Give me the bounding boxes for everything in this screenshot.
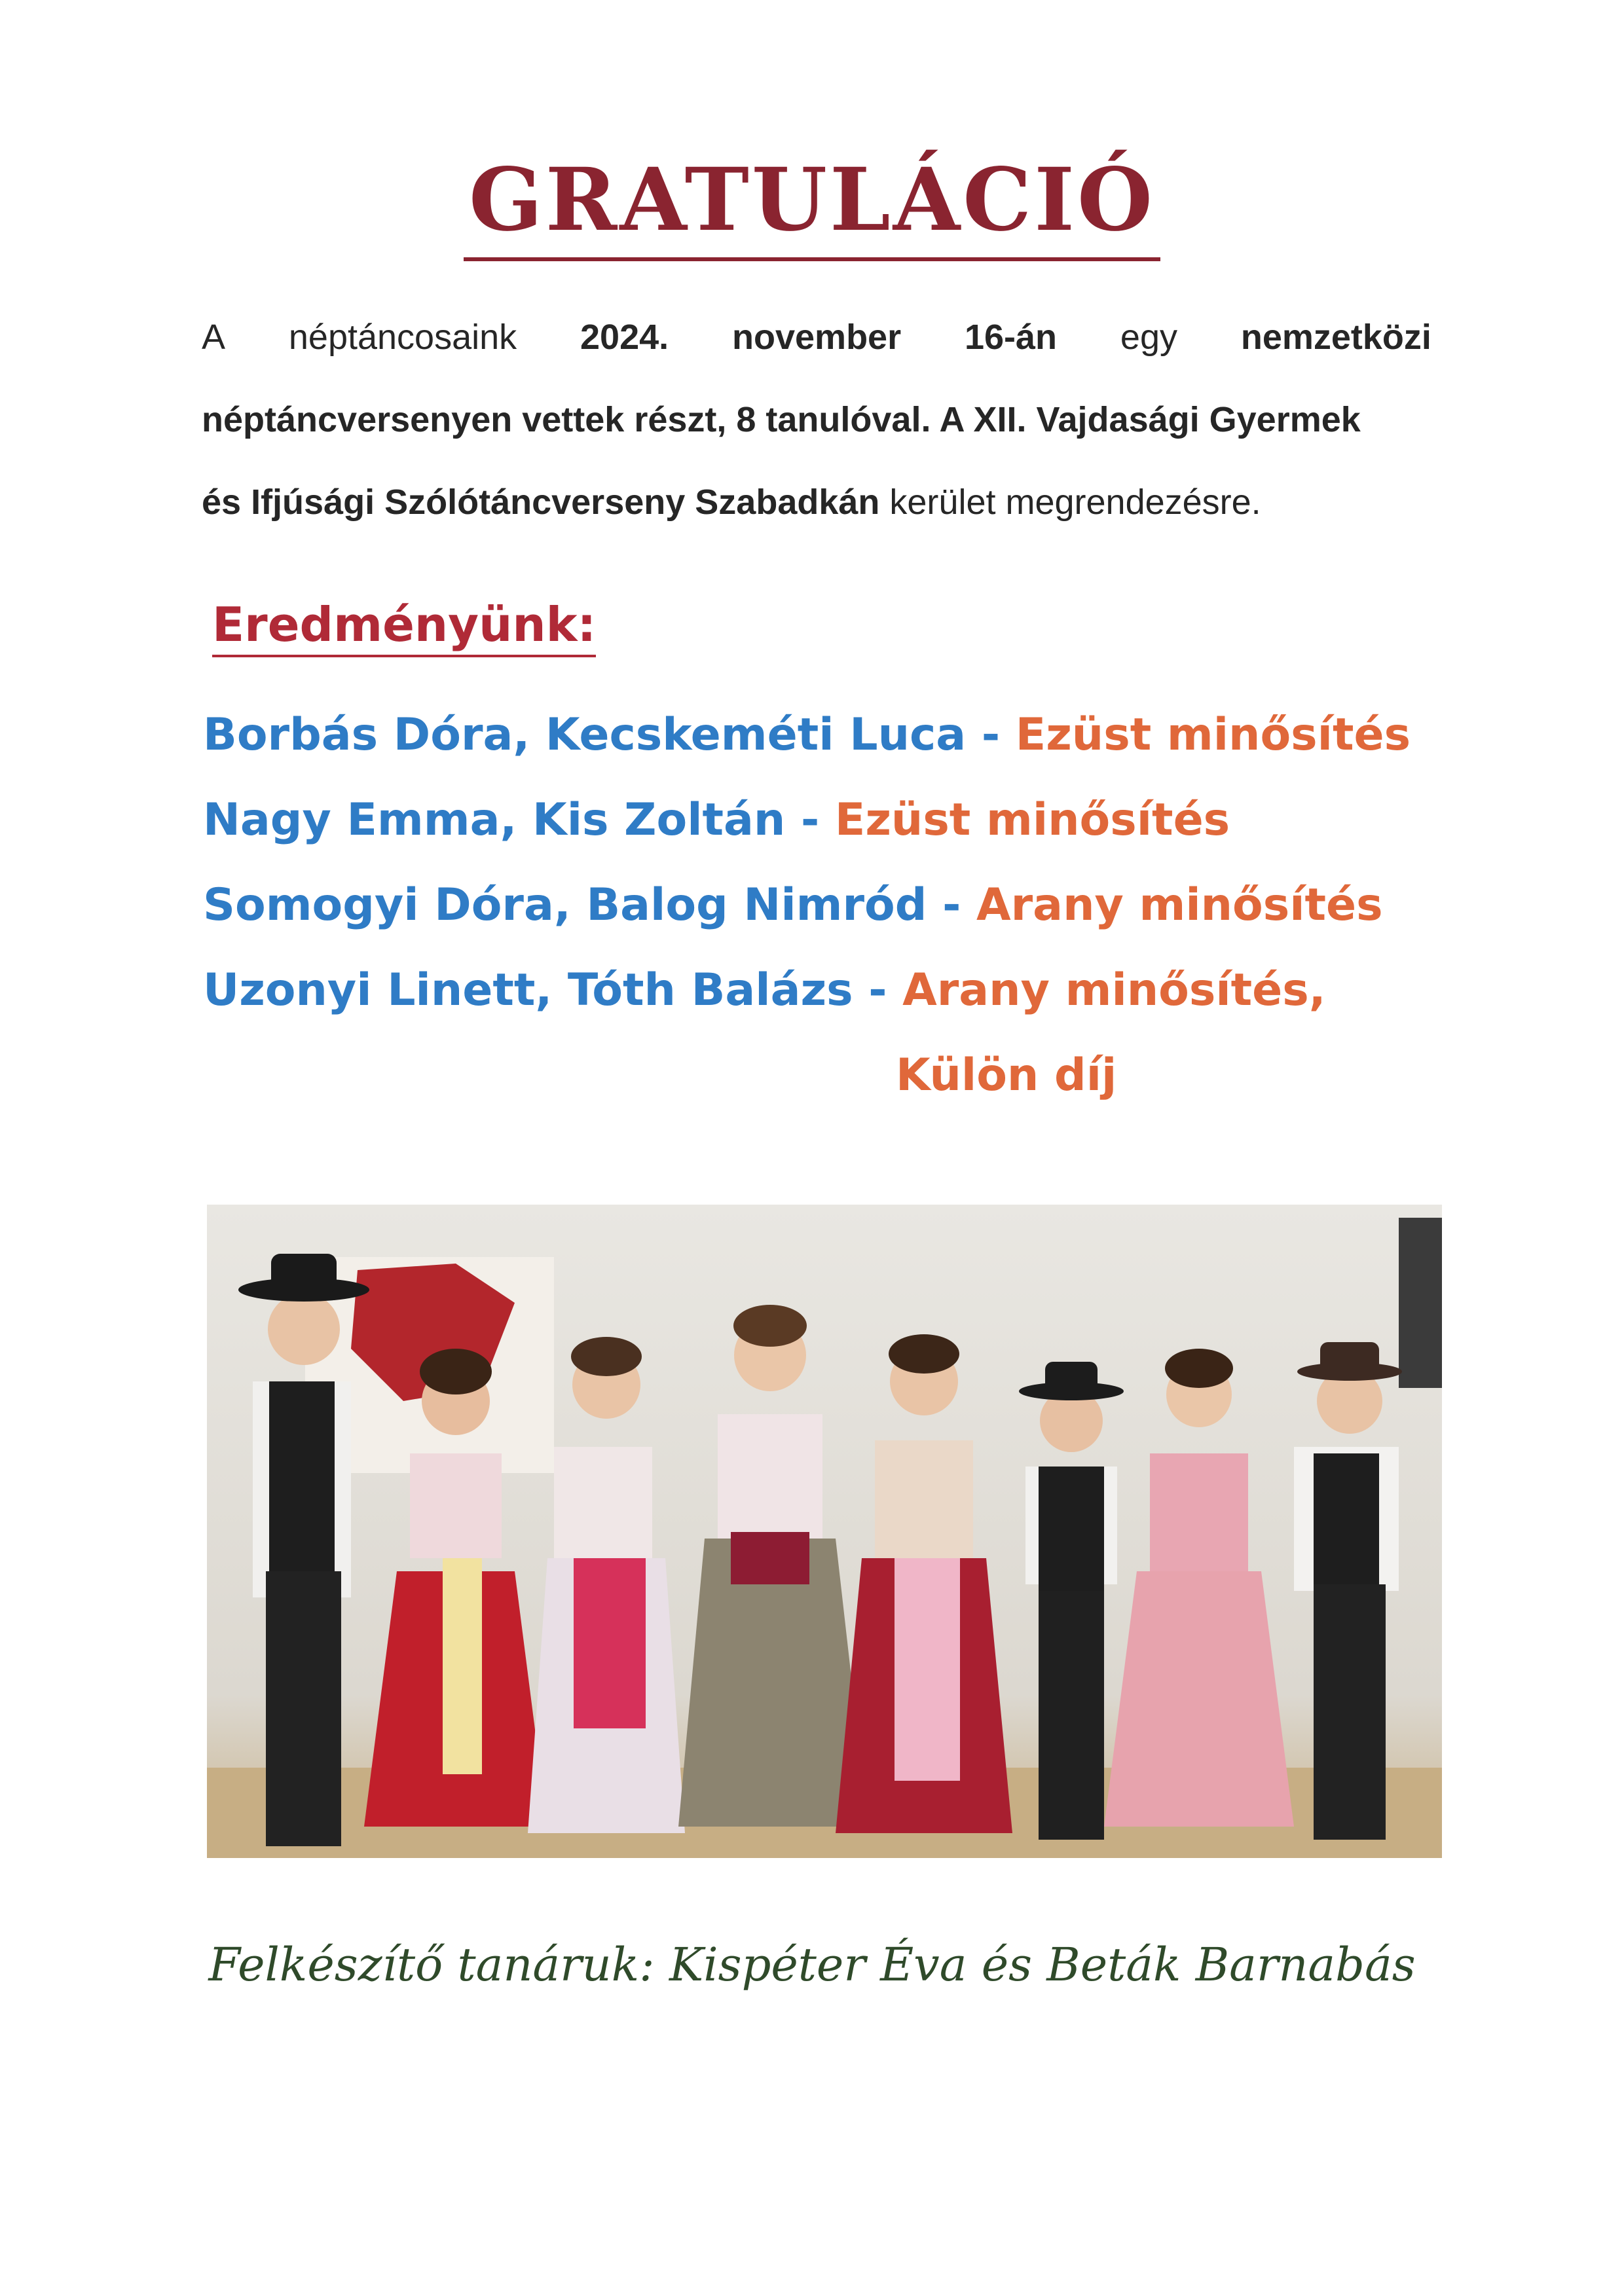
result-award: Ezüst minősítés — [1015, 709, 1411, 761]
intro-paragraph — [202, 296, 1431, 543]
result-item: Somogyi Dóra, Balog Nimród - Arany minősítés — [203, 879, 1383, 931]
results-list — [203, 693, 1411, 1033]
group-photo — [207, 1205, 1442, 1858]
result-item: Uzonyi Linett, Tóth Balázs - Arany minősítés, — [203, 964, 1326, 1016]
page-title: GRATULÁCIÓ — [0, 149, 1624, 261]
result-award: Arany minősítés, — [902, 964, 1326, 1016]
result-names: Borbás Dóra, Kecskeméti Luca — [203, 709, 967, 761]
paragraph-line-3: és Ifjúsági Szólótáncverseny Szabadkán kerület megrendezésre. — [202, 483, 1261, 522]
result-names: Somogyi Dóra, Balog Nimród — [203, 879, 927, 931]
result-names: Uzonyi Linett, Tóth Balázs — [203, 964, 853, 1016]
special-award: Külön díj — [896, 1049, 1117, 1101]
result-award: Arany minősítés — [976, 879, 1383, 931]
teachers-credit: Felkészítő tanáruk: Kispéter Éva és Beták Barnabás — [208, 1938, 1416, 1992]
paragraph-line-1: A néptáncosaink 2024. november 16-án egy nemzetközi — [202, 318, 1431, 357]
result-names: Nagy Emma, Kis Zoltán — [203, 794, 786, 846]
result-item: Nagy Emma, Kis Zoltán - Ezüst minősítés — [203, 794, 1230, 846]
results-heading: Eredményünk: — [212, 597, 596, 652]
paragraph-line-2: néptáncversenyen vettek részt, 8 tanulóval. A XII. Vajdasági Gyermek — [202, 400, 1361, 439]
result-item: Borbás Dóra, Kecskeméti Luca - Ezüst minősítés — [203, 709, 1411, 761]
result-award: Ezüst minősítés — [834, 794, 1230, 846]
